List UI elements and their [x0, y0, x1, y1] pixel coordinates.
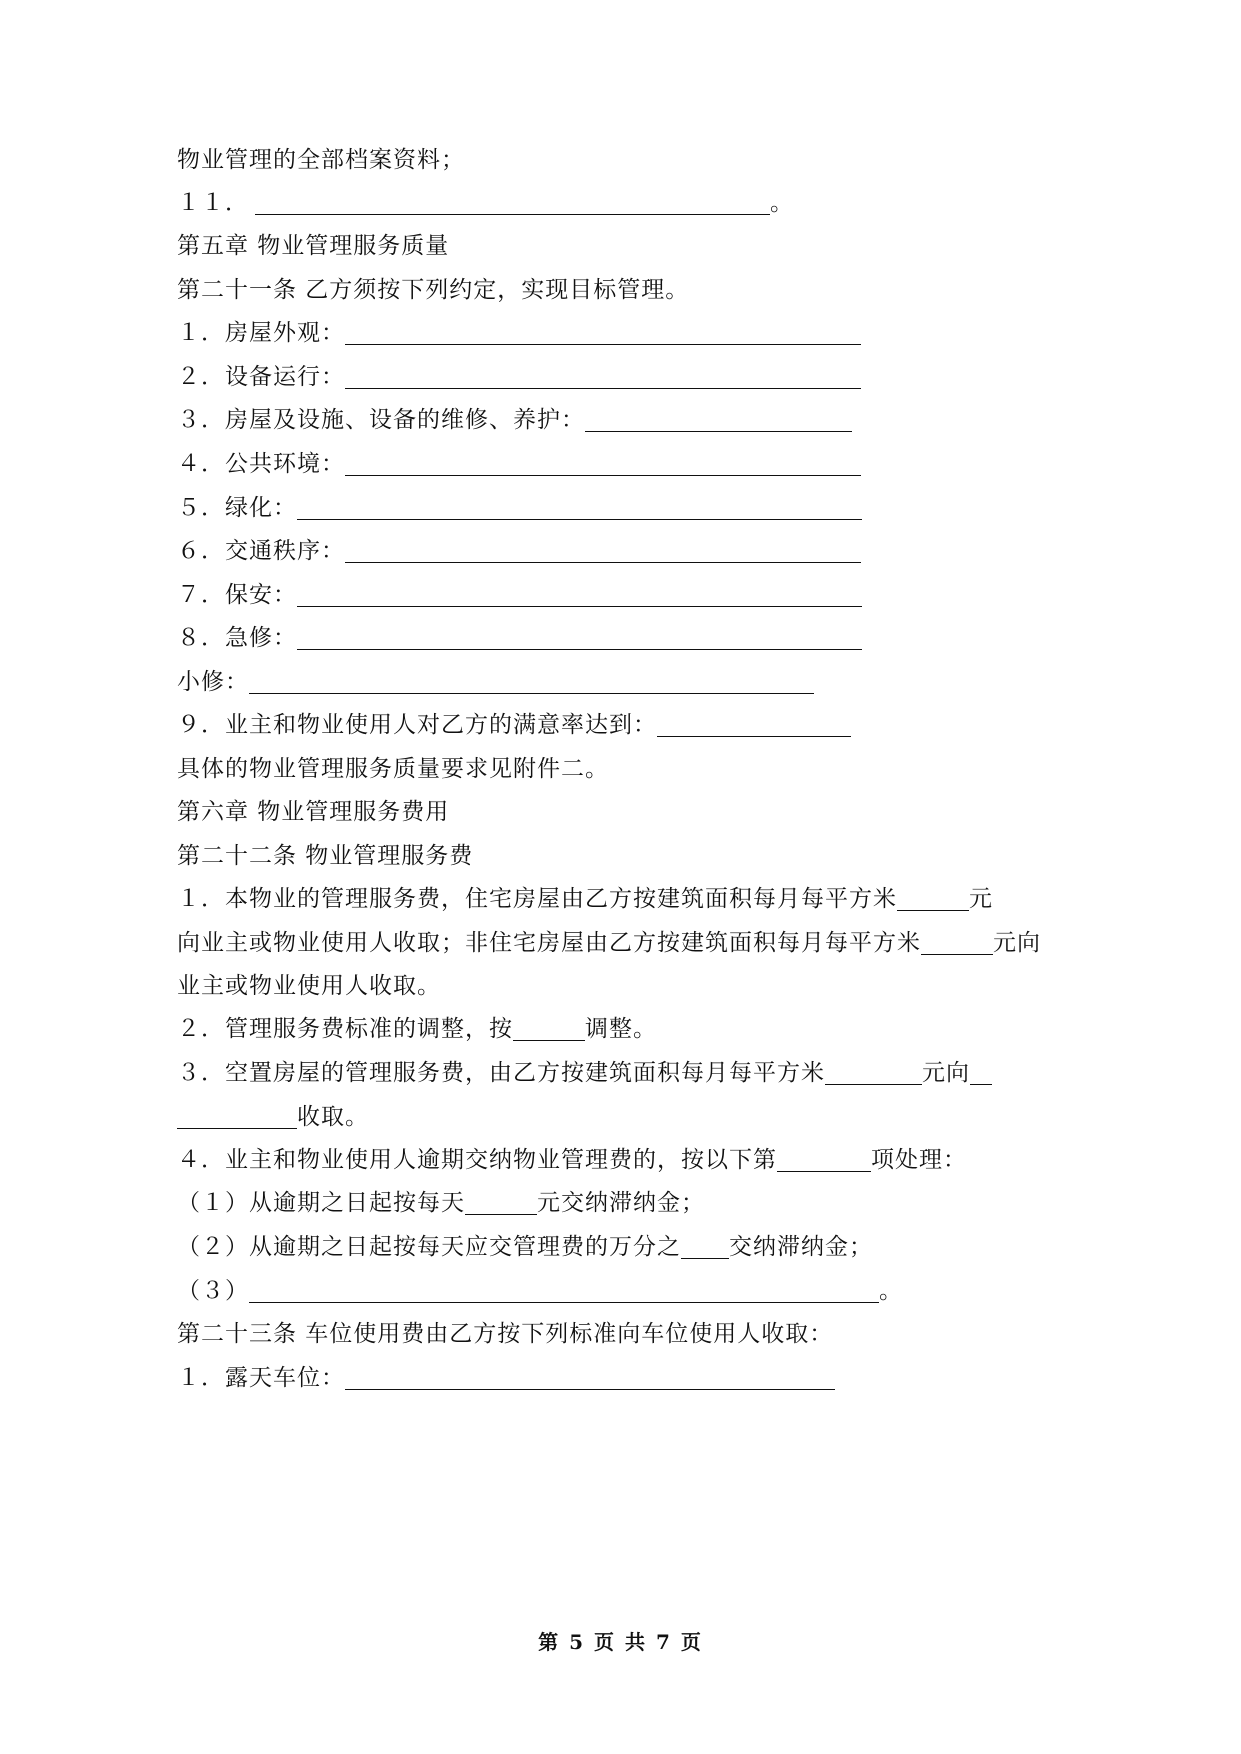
text-line — [177, 317, 861, 349]
page-number-footer: 第 5 页 共 7 页 — [538, 1630, 703, 1654]
line-text: 收取。 — [297, 1104, 369, 1130]
fill-in-blank — [255, 187, 770, 215]
line-text: （１）从逾期之日起按每天 — [177, 1190, 465, 1216]
line-text: １．露天车位： — [177, 1365, 345, 1391]
line-text: ４．公共环境： — [177, 451, 345, 477]
fill-in-blank — [681, 1231, 729, 1259]
text-line — [177, 1057, 992, 1089]
fill-in-blank — [657, 709, 851, 737]
fill-in-blank — [345, 317, 861, 345]
text-line — [177, 927, 1041, 959]
chapter-heading — [177, 796, 449, 828]
line-text: 。 — [770, 190, 794, 216]
fill-in-blank — [777, 1144, 871, 1172]
text-line — [177, 1362, 835, 1394]
text-line — [177, 1187, 705, 1219]
line-text: 第二十三条 车位使用费由乙方按下列标准向车位使用人收取： — [177, 1321, 834, 1347]
line-text: ２．管理服务费标准的调整，按 — [177, 1016, 513, 1042]
line-text: １１． — [177, 190, 249, 216]
line-text: ６．交通秩序： — [177, 538, 345, 564]
fill-in-blank — [297, 579, 862, 607]
fill-in-blank — [345, 1362, 835, 1390]
line-text: 第五章 物业管理服务质量 — [177, 233, 450, 259]
article-heading — [177, 840, 473, 872]
fill-in-blank — [177, 1101, 297, 1129]
text-line — [177, 361, 861, 393]
line-text: 项处理： — [871, 1147, 967, 1173]
text-line — [177, 535, 861, 567]
text-line — [177, 579, 862, 611]
text-line — [177, 622, 862, 654]
fill-in-blank — [513, 1013, 585, 1041]
line-text: ７．保安： — [177, 582, 297, 608]
fill-in-blank — [970, 1057, 992, 1085]
line-text: １．房屋外观： — [177, 320, 345, 346]
line-text: 调整。 — [585, 1016, 657, 1042]
line-text: 第六章 物业管理服务费用 — [177, 799, 450, 825]
fill-in-blank — [297, 492, 862, 520]
fill-in-blank — [345, 448, 861, 476]
fill-in-blank — [345, 535, 861, 563]
text-line — [177, 1275, 903, 1307]
line-text: ９．业主和物业使用人对乙方的满意率达到： — [177, 712, 657, 738]
line-text: 向业主或物业使用人收取；非住宅房屋由乙方按建筑面积每月每平方米 — [177, 930, 921, 956]
text-line — [177, 404, 852, 436]
line-text: ３．房屋及设施、设备的维修、养护： — [177, 407, 585, 433]
line-text: （２）从逾期之日起按每天应交管理费的万分之 — [177, 1234, 681, 1260]
fill-in-blank — [345, 361, 861, 389]
text-line — [177, 187, 794, 219]
line-text: （３） — [177, 1278, 249, 1304]
article-heading — [177, 1318, 833, 1350]
fill-in-blank — [585, 404, 852, 432]
fill-in-blank — [297, 622, 862, 650]
line-text: 业主或物业使用人收取。 — [177, 973, 441, 999]
line-text: ８．急修： — [177, 625, 297, 651]
text-line — [177, 709, 851, 741]
line-text: 具体的物业管理服务质量要求见附件二。 — [177, 756, 609, 782]
line-text: 元交纳滞纳金； — [537, 1190, 705, 1216]
line-text: ３．空置房屋的管理服务费，由乙方按建筑面积每月每平方米 — [177, 1060, 825, 1086]
line-text: 第二十二条 物业管理服务费 — [177, 843, 474, 869]
fill-in-blank — [465, 1187, 537, 1215]
text-line — [177, 970, 441, 1002]
chapter-heading — [177, 230, 449, 262]
fill-in-blank — [897, 883, 969, 911]
article-heading — [177, 274, 689, 306]
line-text: ４．业主和物业使用人逾期交纳物业管理费的，按以下第 — [177, 1147, 777, 1173]
text-line — [177, 1101, 369, 1133]
fill-in-blank — [249, 1275, 879, 1303]
line-text: 小修： — [177, 669, 249, 695]
fill-in-blank — [921, 927, 993, 955]
line-text: 第二十一条 乙方须按下列约定，实现目标管理。 — [177, 277, 690, 303]
text-line — [177, 666, 814, 698]
fill-in-blank — [249, 666, 814, 694]
line-text: 元向 — [993, 930, 1041, 956]
text-line — [177, 492, 862, 524]
line-text: 物业管理的全部档案资料； — [177, 147, 465, 173]
line-text: 。 — [879, 1278, 903, 1304]
text-line — [177, 1144, 967, 1176]
line-text: ２．设备运行： — [177, 364, 345, 390]
line-text: ５．绿化： — [177, 495, 297, 521]
text-line — [177, 1231, 873, 1263]
text-line — [177, 883, 993, 915]
line-text: １．本物业的管理服务费，住宅房屋由乙方按建筑面积每月每平方米 — [177, 886, 897, 912]
text-line — [177, 448, 861, 480]
text-line — [177, 144, 465, 176]
line-text: 元 — [969, 886, 993, 912]
text-line — [177, 753, 609, 785]
text-line — [177, 1013, 657, 1045]
line-text: 交纳滞纳金； — [729, 1234, 873, 1260]
fill-in-blank — [825, 1057, 922, 1085]
line-text: 元向 — [922, 1060, 970, 1086]
